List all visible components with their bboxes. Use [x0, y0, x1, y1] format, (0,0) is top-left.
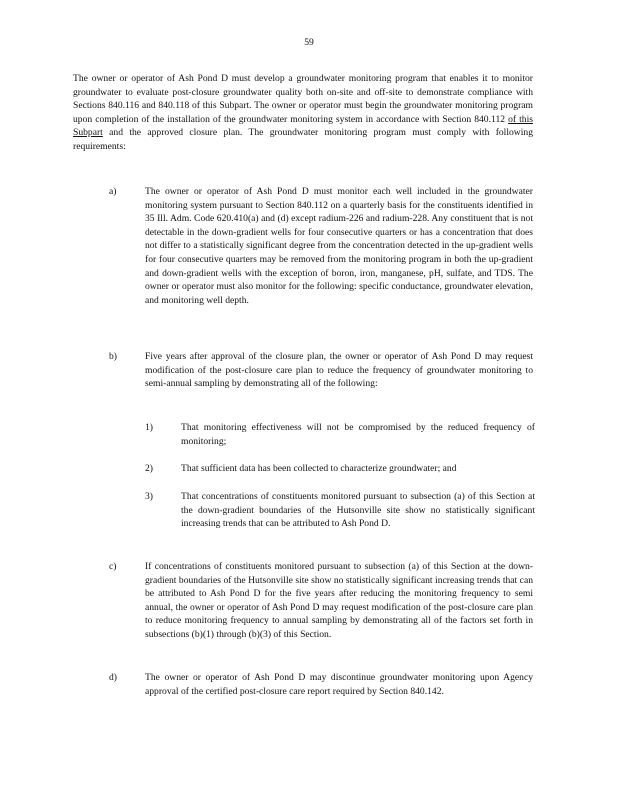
requirement-d-label: d): [109, 672, 117, 683]
intro-text: The owner or operator of Ash Pond D must develop a groundwater monitoring program that enables it to monitor groundwater to evaluate post-closure groundwater quality both on-site and off-site to demonstrate compliance with Sections 840.116 and 840.118 of this Subpart. The owner or operator must begin the groundwater monitoring program upon completion of the installation of the groundwater monitoring system in accordance with Section 840.112: [73, 73, 533, 125]
intro-text-end: and the approved closure plan. The groundwater monitoring program must comply with following requirements:: [73, 127, 533, 152]
requirement-b-3-label: 3): [145, 491, 153, 502]
requirement-c-label: c): [109, 561, 117, 572]
requirement-b-2-label: 2): [145, 463, 153, 474]
requirement-b-3-text: That concentrations of constituents monitored pursuant to subsection (a) of this Section at the down-gradient boundaries of the Hutsonville site show no statistically significant increasing trends that can be attributed to Ash Pond D.: [181, 491, 535, 530]
requirement-b-label: b): [109, 351, 117, 362]
intro-paragraph: [73, 72, 533, 154]
requirement-b-1-label: 1): [145, 422, 153, 433]
requirement-a-text: The owner or operator of Ash Pond D must monitor each well included in the groundwater monitoring system pursuant to Section 840.112 on a quarterly basis for the constituents identified in 35 Ill. Adm. Code 620.410(a) and (d) except radium-226 and radium-228. Any constituent that is not detectable in the down-gradient wells for four consecutive quarters or has a concentration that does not differ to a statistically significant degree from the concentration detected in the up-gradient wells for four consecutive quarters may be removed from the monitoring program in both the up-gradient and down-gradient wells with the exception of boron, iron, manganese, pH, sulfate, and TDS. The owner or operator must also monitor for the following: specific conductance, groundwater elevation, and monitoring well depth.: [145, 186, 533, 306]
requirement-c-text: If concentrations of constituents monitored pursuant to subsection (a) of this Section at the down-gradient boundaries of the Hutsonville site show no statistically significant increasing trends that can be attributed to Ash Pond D for the five years after reducing the monitoring frequency to semi annual, the owner or operator of Ash Pond D may request modification of the post-closure care plan to reduce monitoring frequency to annual sampling by demonstrating all of the factors set forth in subsections (b)(1) through (b)(3) of this Section.: [145, 561, 533, 640]
intro-underlined-text: of this Subpart: [73, 113, 533, 139]
requirement-b-2-text: That sufficient data has been collected to characterize groundwater; and: [181, 463, 457, 474]
requirement-d-text: The owner or operator of Ash Pond D may discontinue groundwater monitoring upon Agency approval of the certified post-closure care report required by Section 840.142.: [145, 672, 533, 697]
page-number: 59: [304, 37, 314, 48]
requirement-a-label: a): [109, 186, 117, 197]
requirement-b-text: Five years after approval of the closure plan, the owner or operator of Ash Pond D may request modification of the post-closure care plan to reduce the frequency of groundwater monitoring to semi-annual sampling by demonstrating all of the following:: [145, 351, 533, 390]
requirement-b-1-text: That monitoring effectiveness will not be compromised by the reduced frequency of monitoring;: [181, 422, 535, 447]
